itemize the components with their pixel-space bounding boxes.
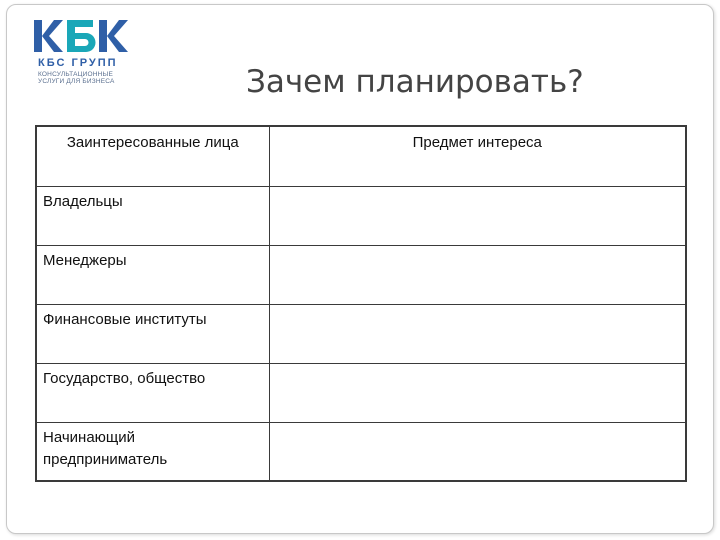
- company-logo: [32, 16, 132, 88]
- stakeholder-cell: Финансовые институты: [36, 304, 269, 363]
- logo-tagline: [38, 71, 148, 85]
- logo-tagline-line1: КОНСУЛЬТАЦИОННЫЕ: [38, 71, 114, 78]
- logo-company-name: КБС ГРУПП: [38, 57, 118, 69]
- table-header-row: [36, 126, 686, 186]
- interest-cell: [269, 422, 686, 481]
- header-interest-subject: Предмет интереса: [269, 126, 686, 186]
- stakeholder-cell: Государство, общество: [36, 363, 269, 422]
- table-row: [36, 363, 686, 422]
- table-row: [36, 245, 686, 304]
- page-title: Зачем планировать?: [246, 64, 584, 100]
- table-row: [36, 422, 686, 481]
- table-row: [36, 304, 686, 363]
- stakeholder-cell: Менеджеры: [36, 245, 269, 304]
- stakeholder-cell: Начинающий предприниматель: [36, 422, 269, 481]
- header-stakeholders: Заинтересованные лица: [36, 126, 269, 186]
- kbk-logo-mark: [32, 16, 132, 58]
- table-row: [36, 186, 686, 245]
- interest-cell: [269, 186, 686, 245]
- interest-cell: [269, 245, 686, 304]
- stakeholders-table: [35, 125, 687, 482]
- interest-cell: [269, 363, 686, 422]
- interest-cell: [269, 304, 686, 363]
- logo-tagline-line2: УСЛУГИ ДЛЯ БИЗНЕСА: [38, 78, 115, 85]
- stakeholder-cell: Владельцы: [36, 186, 269, 245]
